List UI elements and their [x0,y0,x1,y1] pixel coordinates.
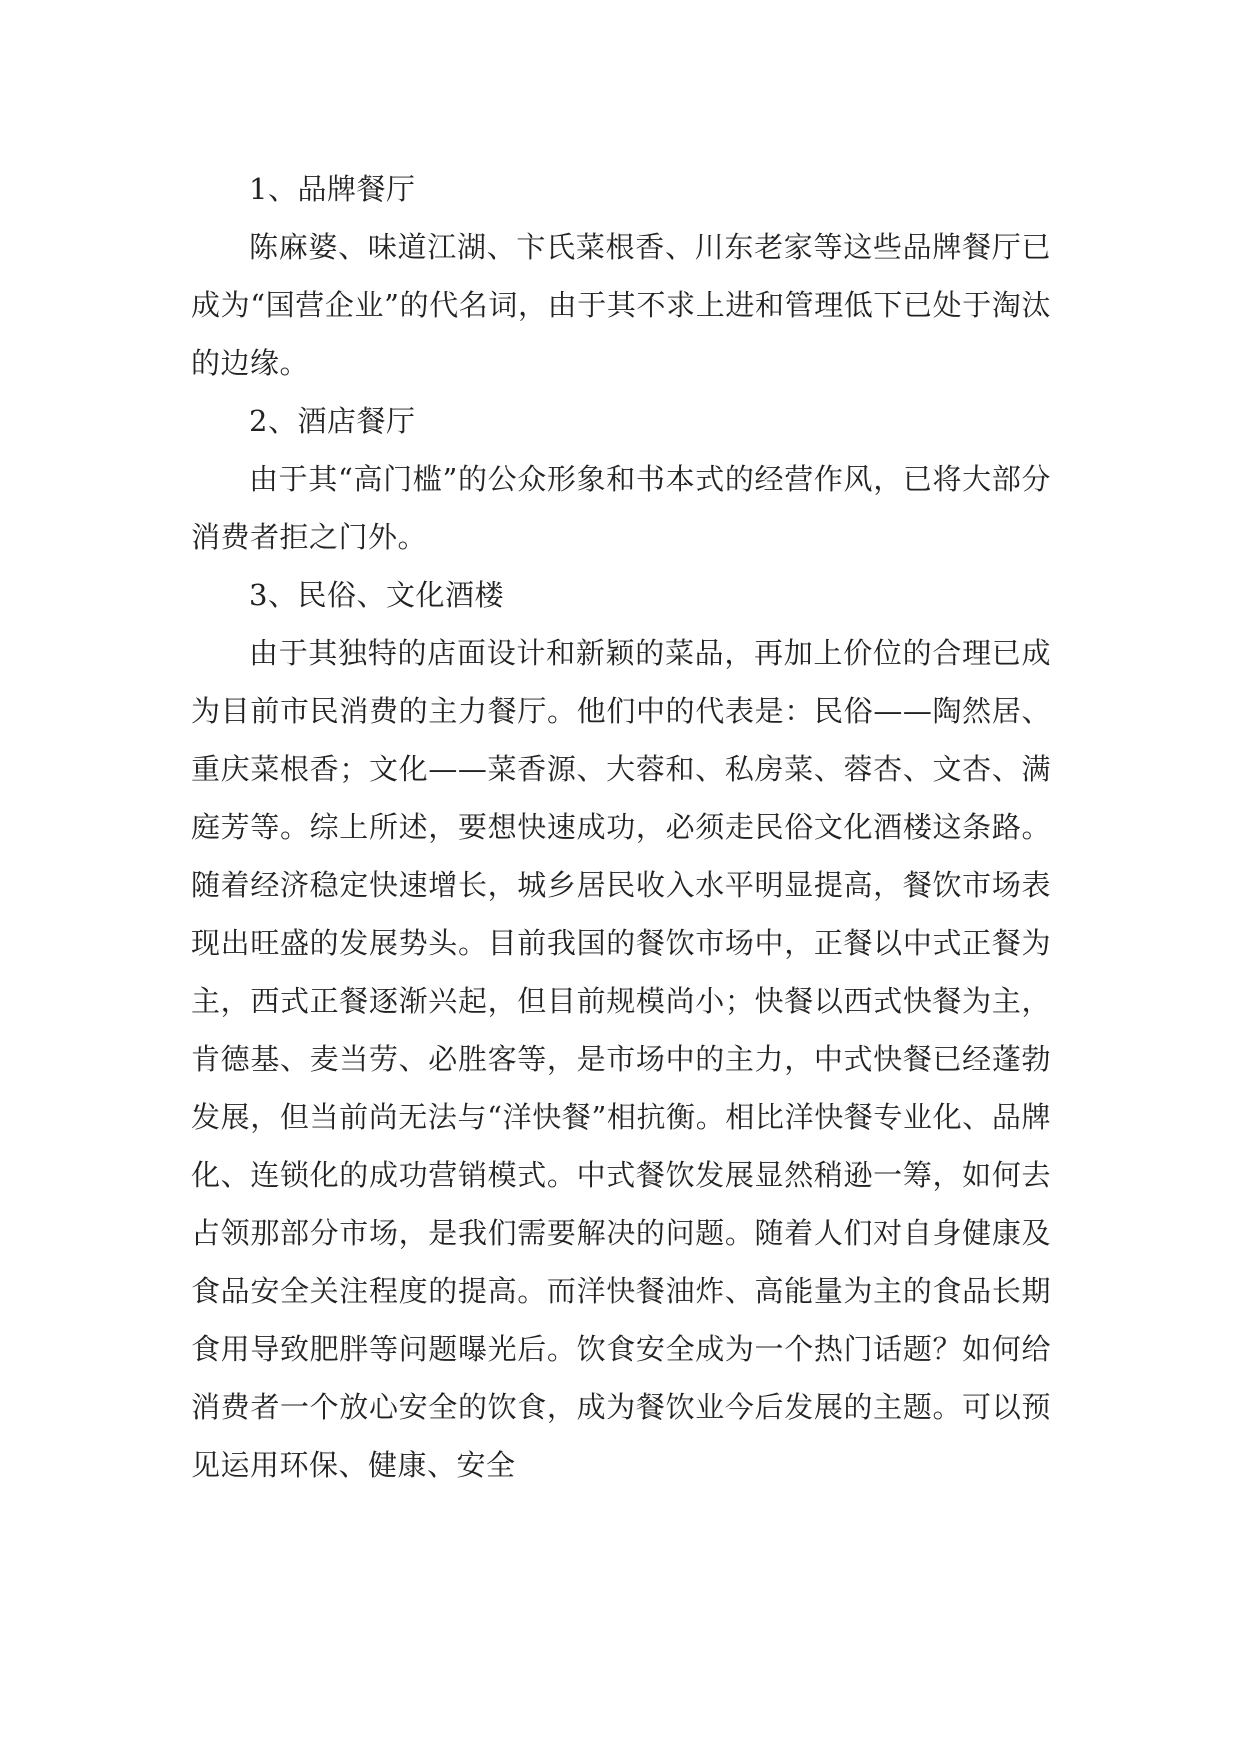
heading-brand-restaurants: 1、品牌餐厅 [249,172,416,206]
paragraph-hotel-restaurants: 由于其“高门槛”的公众形象和书本式的经营作风，已将大部分消费者拒之门外。 [191,462,1051,554]
heading-folk-culture-restaurants: 3、民俗、文化酒楼 [249,578,504,612]
heading-hotel-restaurants: 2、酒店餐厅 [249,404,416,438]
document-body [191,160,1051,1494]
paragraph-brand-restaurants: 陈麻婆、味道江湖、卞氏菜根香、川东老家等这些品牌餐厅已成为“国营企业”的代名词，由于其不求上进和管理低下已处于淘汰的边缘。 [191,230,1051,380]
paragraph-folk-culture-restaurants: 由于其独特的店面设计和新颖的菜品，再加上价位的合理已成为目前市民消费的主力餐厅。他们中的代表是：民俗——陶然居、重庆菜根香；文化——菜香源、大蓉和、私房菜、蓉杏、文杏、满庭芳等。综上所述，要想快速成功，必须走民俗文化酒楼这条路。随着经济稳定快速增长，城乡居民收入水平明显提高，餐饮市场表现出旺盛的发展势头。目前我国的餐饮市场中，正餐以中式正餐为主，西式正餐逐渐兴起，但目前规模尚小；快餐以西式快餐为主，肯德基、麦当劳、必胜客等，是市场中的主力，中式快餐已经蓬勃发展，但当前尚无法与“洋快餐”相抗衡。相比洋快餐专业化、品牌化、连锁化的成功营销模式。中式餐饮发展显然稍逊一筹，如何去占领那部分市场，是我们需要解决的问题。随着人们对自身健康及食品安全关注程度的提高。而洋快餐油炸、高能量为主的食品长期食用导致肥胖等问题曝光后。饮食安全成为一个热门话题？如何给消费者一个放心安全的饮食，成为餐饮业今后发展的主题。可以预见运用环保、健康、安全 [191,636,1051,1482]
